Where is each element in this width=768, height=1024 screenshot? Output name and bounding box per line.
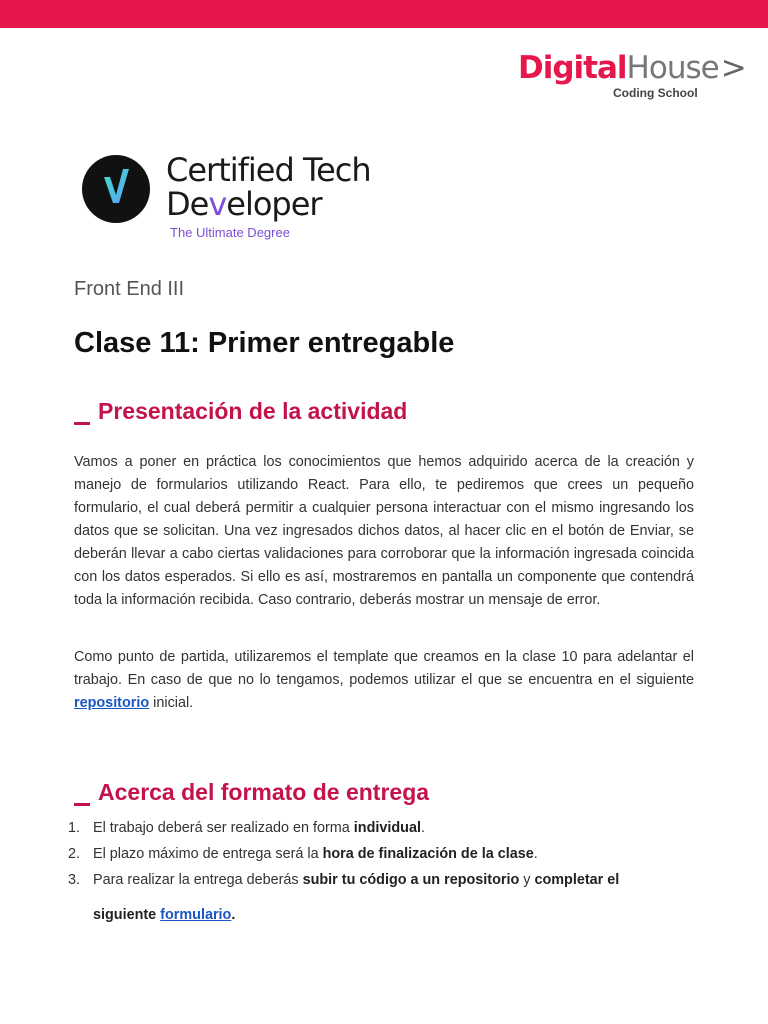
digital-house-wordmark xyxy=(518,50,746,86)
page-title: Clase 11: Primer entregable xyxy=(74,327,455,359)
program-title xyxy=(166,153,371,221)
title-part: De xyxy=(166,185,209,223)
list-item xyxy=(68,846,708,872)
brand-house: House xyxy=(626,50,719,86)
course-name: Front End III xyxy=(74,278,185,300)
list-text: y xyxy=(519,872,535,888)
paragraph-text: inicial. xyxy=(149,695,194,711)
list-bold: siguiente xyxy=(93,907,161,923)
section-heading-text: Presentación de la actividad xyxy=(98,398,408,424)
list-text: Para realizar la entrega deberás xyxy=(93,872,303,888)
brand-digital: Digital xyxy=(518,50,627,86)
program-title-line2 xyxy=(166,187,371,221)
check-v-icon xyxy=(82,155,150,223)
list-number: 1. xyxy=(68,820,81,836)
section-heading-presentacion xyxy=(74,398,407,425)
title-part: eloper xyxy=(226,185,322,223)
brand-subtitle: Coding School xyxy=(613,86,698,100)
program-title-line1: Certified Tech xyxy=(166,151,371,189)
program-subtitle: The Ultimate Degree xyxy=(170,225,290,240)
list-bold: completar el xyxy=(534,872,620,888)
list-bold: hora de finalización de la clase xyxy=(322,846,534,862)
list-bold: . xyxy=(231,907,236,923)
delivery-format-list xyxy=(68,820,708,923)
dash-marker xyxy=(74,422,90,425)
list-text: . xyxy=(420,820,425,836)
dash-marker xyxy=(74,803,90,806)
section-heading-formato xyxy=(74,779,429,806)
title-accent-v: v xyxy=(208,185,227,223)
paragraph-text: Como punto de partida, utilizaremos el template que creamos en la clase 10 para adelantar el trabajo. En caso de que no lo tengamos, podemos utilizar el que se encuentra en el siguiente xyxy=(74,649,694,688)
list-text: . xyxy=(533,846,538,862)
brand-arrow-icon: > xyxy=(720,50,746,86)
digital-house-logo xyxy=(518,50,746,105)
formulario-link[interactable]: formulario xyxy=(160,907,232,923)
list-item-continuation xyxy=(93,907,708,923)
list-number: 3. xyxy=(68,872,81,888)
list-text: El plazo máximo de entrega será la xyxy=(93,846,323,862)
list-number: 2. xyxy=(68,846,81,862)
list-item xyxy=(68,820,708,846)
repositorio-link[interactable]: repositorio xyxy=(74,695,150,711)
list-bold: individual xyxy=(353,820,421,836)
list-bold: subir tu código a un repositorio xyxy=(302,872,520,888)
top-accent-bar xyxy=(0,0,768,28)
paragraph-starting-point xyxy=(74,646,694,715)
list-item xyxy=(68,872,708,923)
section-heading-text: Acerca del formato de entrega xyxy=(98,779,430,805)
list-text: El trabajo deberá ser realizado en forma xyxy=(93,820,354,836)
paragraph-activity: Vamos a poner en práctica los conocimientos que hemos adquirido acerca de la creación y manejo de formularios utilizando React. Para ello, te pediremos que crees un pequeño formulario, el cual deberá permitir a cualquier persona interactuar con el mismo ingresando los datos que se solicitan. Una vez ingresados dichos datos, al hacer clic en el botón de Enviar, se deberán llevar a cabo ciertas validaciones para corroborar que la información ingresada coincida con los datos esperados. Si ello es así, mostraremos en pantalla un componente que contendrá toda la información recibida. Caso contrario, deberás mostrar un mensaje de error. xyxy=(74,454,694,608)
